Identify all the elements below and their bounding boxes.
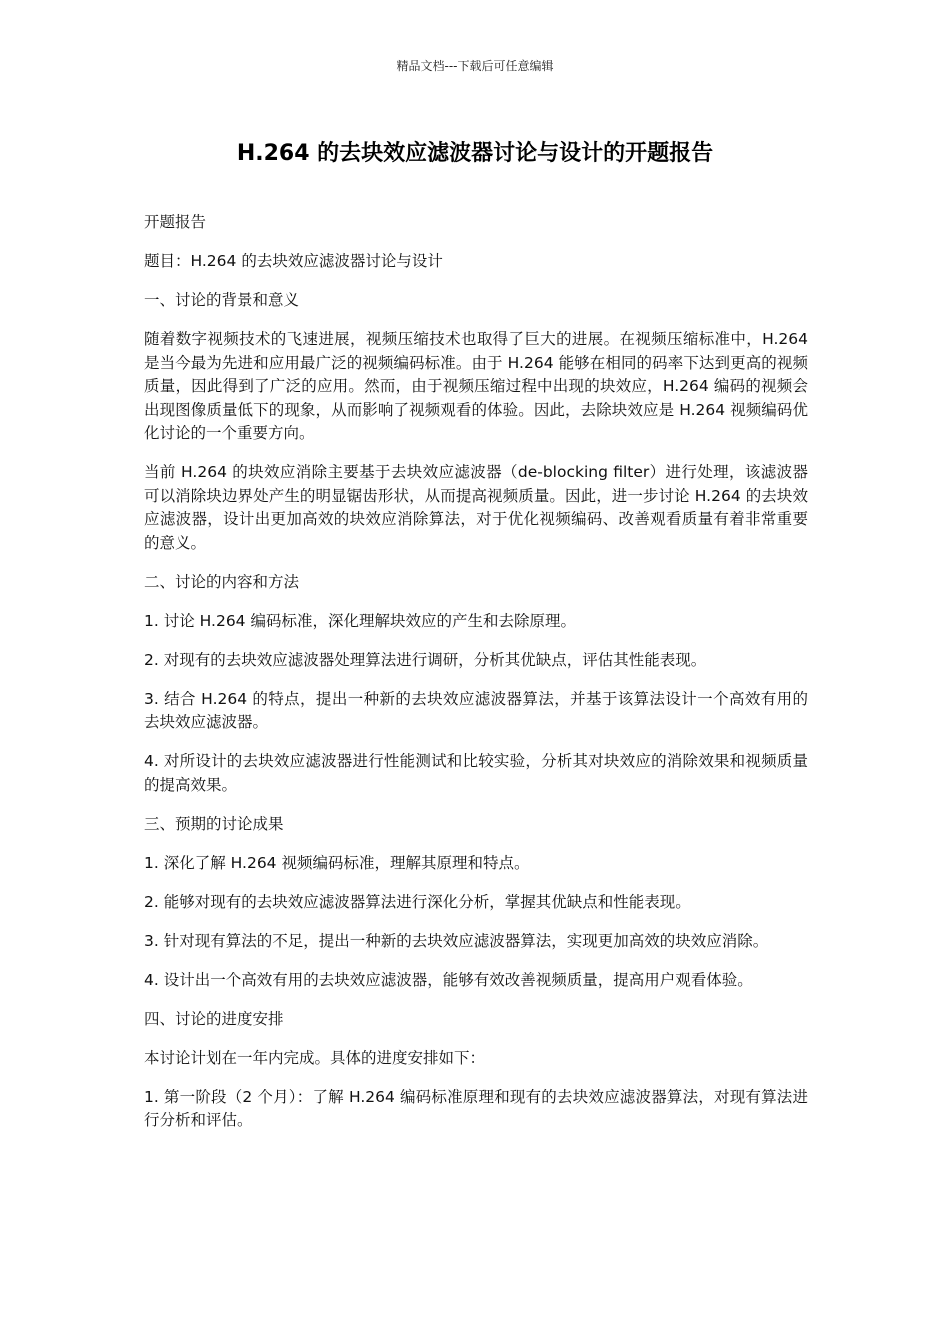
header-note: 精品文档---下载后可任意编辑 [396, 59, 554, 73]
list-item: 3. 针对现有算法的不足，提出一种新的去块效应滤波器算法，实现更加高效的块效应消除。 [144, 931, 769, 950]
list-item: 2. 能够对现有的去块效应滤波器算法进行深化分析，掌握其优缺点和性能表现。 [144, 892, 691, 911]
list-item: 3. 结合 H.264 的特点，提出一种新的去块效应滤波器算法，并基于该算法设计一个高效有用的去块效应滤波器。 [144, 689, 808, 731]
paragraph-schedule-intro: 本讨论计划在一年内完成。具体的进度安排如下： [144, 1048, 486, 1067]
list-item: 2. 对现有的去块效应滤波器处理算法进行调研，分析其优缺点，评估其性能表现。 [144, 650, 707, 669]
paragraph-report-label: 开题报告 [144, 213, 207, 231]
document-body [144, 211, 808, 1148]
paragraph-topic: 题目：H.264 的去块效应滤波器讨论与设计 [144, 252, 443, 270]
list-item: 4. 设计出一个高效有用的去块效应滤波器，能够有效改善视频质量，提高用户观看体验。 [144, 970, 753, 989]
section-heading-4: 四、讨论的进度安排 [144, 1009, 284, 1028]
section-heading-3: 三、预期的讨论成果 [144, 814, 284, 833]
list-item: 1. 讨论 H.264 编码标准，深化理解块效应的产生和去除原理。 [144, 611, 576, 630]
paragraph-background-2: 当前 H.264 的块效应消除主要基于去块效应滤波器（de-blocking filter）进行处理，该滤波器可以消除块边界处产生的明显锯齿形状，从而提高视频质量。因此，进一步讨论 H.264 的去块效应滤波器，设计出更加高效的块效应消除算法，对于优化视频编码、改善观看质量有着非常重要的意义。 [144, 463, 808, 552]
list-item: 4. 对所设计的去块效应滤波器进行性能测试和比较实验，分析其对块效应的消除效果和视频质量的提高效果。 [144, 752, 808, 794]
section-heading-2: 二、讨论的内容和方法 [144, 572, 300, 591]
paragraph-background-1: 随着数字视频技术的飞速进展，视频压缩技术也取得了巨大的进展。在视频压缩标准中，H.264 是当今最为先进和应用最广泛的视频编码标准。由于 H.264 能够在相同的码率下达到更高的视频质量，因此得到了广泛的应用。然而，由于视频压缩过程中出现的块效应，H.264 编码的视频会出现图像质量低下的现象，从而影响了视频观看的体验。因此，去除块效应是 H.264 视频编码优化讨论的一个重要方向。 [144, 330, 808, 442]
list-item: 1. 第一阶段（2 个月）：了解 H.264 编码标准原理和现有的去块效应滤波器算法，对现有算法进行分析和评估。 [144, 1087, 808, 1129]
document-title: H.264 的去块效应滤波器讨论与设计的开题报告 [236, 141, 714, 166]
list-item: 1. 深化了解 H.264 视频编码标准，理解其原理和特点。 [144, 853, 530, 872]
section-heading-1: 一、讨论的背景和意义 [144, 291, 300, 309]
